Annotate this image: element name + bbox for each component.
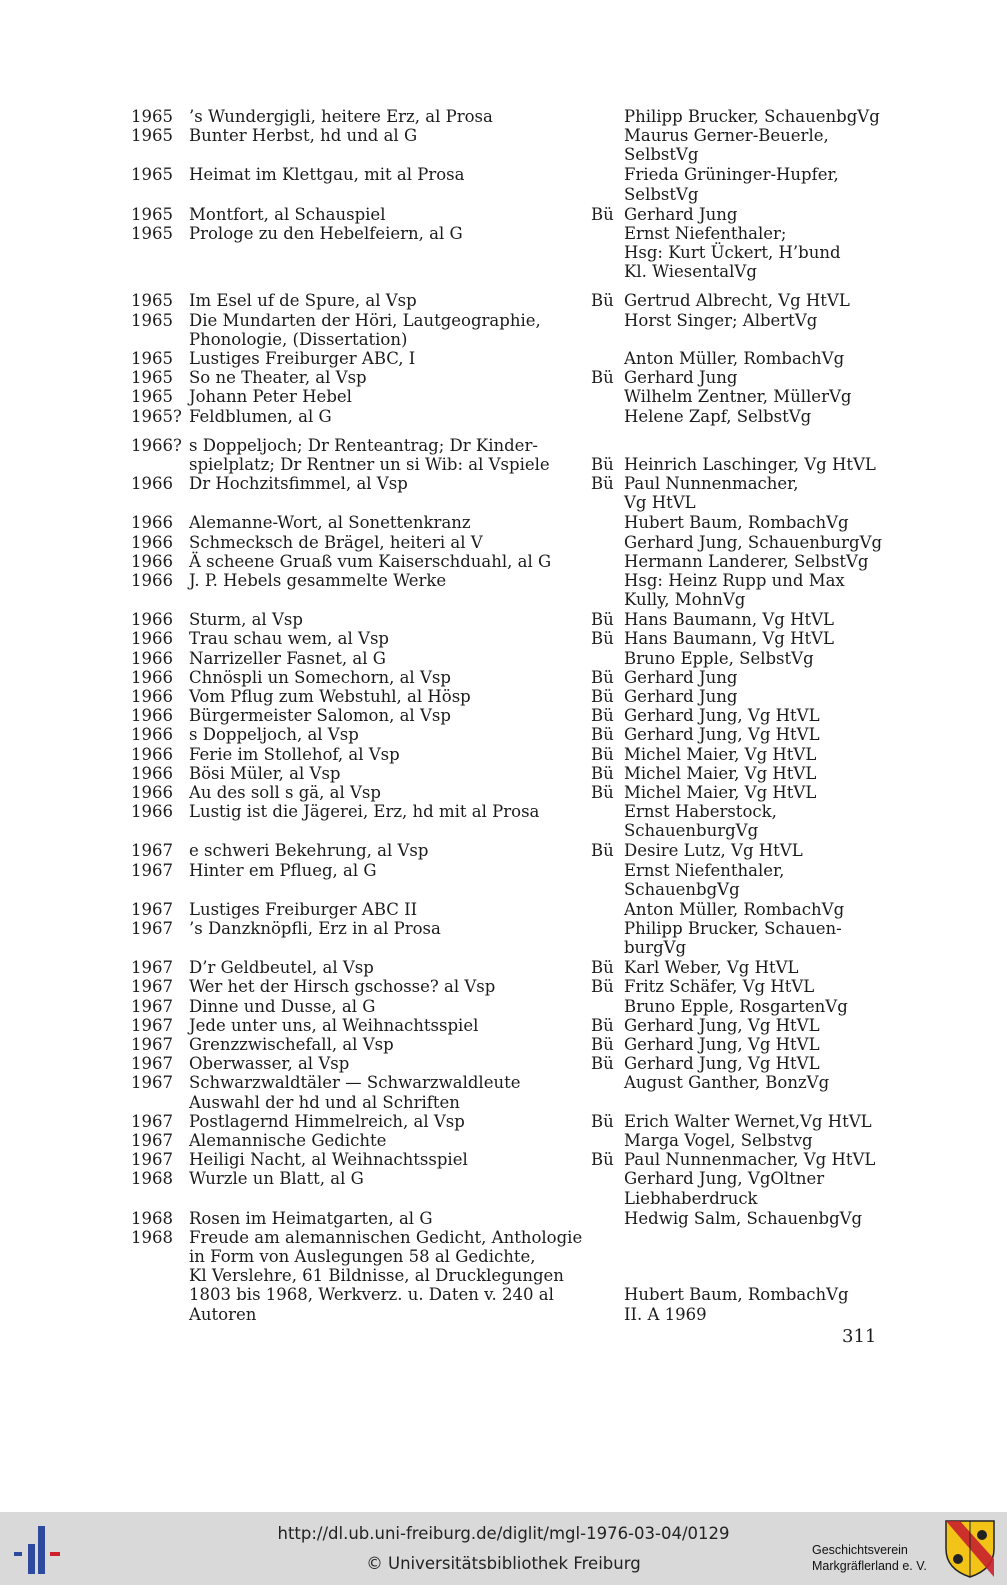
entry-buehne-mark: Bü: [591, 977, 614, 997]
entry-year: 1965: [131, 387, 173, 407]
entry-year: 1966: [131, 571, 173, 590]
entry-title: [189, 1169, 364, 1188]
entry-year: 1968: [131, 1227, 173, 1247]
entry-title-line: Kl Verslehre, 61 Bildnisse, al Drucklegungen: [189, 1266, 564, 1286]
entry-title-line: Im Esel uf de Spure, al Vsp: [189, 291, 417, 311]
entry-title-line: Ferie im Stollehof, al Vsp: [189, 744, 400, 764]
entry-author-line: Vg HtVL: [624, 493, 696, 513]
entry-author: [624, 1131, 813, 1150]
entry-author-line: Paul Nunnenmacher,: [624, 474, 799, 494]
entry-title-line: spielplatz; Dr Rentner un si Wib: al Vspiele: [189, 454, 550, 474]
entry-title-line: Wer het der Hirsch gschosse? al Vsp: [189, 977, 496, 997]
entry-title-line: Feldblumen, al G: [189, 406, 332, 426]
entry-year: 1966: [131, 629, 173, 649]
entry-author: [624, 1112, 872, 1131]
entry-author: [624, 802, 777, 840]
entry-title: [189, 668, 451, 687]
entry-year: 1965: [131, 126, 173, 146]
footer-url-link[interactable]: http://dl.ub.uni-freiburg.de/diglit/mgl-1976-03-04/0129: [277, 1524, 730, 1543]
entry-title: [189, 764, 340, 783]
entry-year: 1967: [131, 1150, 173, 1170]
entry-year: 1965: [131, 368, 173, 388]
entry-author: [624, 455, 876, 474]
entry-title: [189, 900, 417, 919]
entry-author-line: Heinrich Laschinger, Vg HtVL: [624, 454, 876, 474]
entry-title: [189, 474, 408, 493]
entry-year: 1967: [131, 899, 173, 919]
coat-of-arms-icon: [944, 1519, 996, 1579]
page-number: 311: [842, 1326, 877, 1347]
entry-title-line: Grenzzwischefall, al Vsp: [189, 1035, 394, 1054]
entry-author-line: Hubert Baum, RombachVg: [624, 1285, 849, 1305]
entry-title-line: Jede unter uns, al Weihnachtsspiel: [189, 1015, 479, 1035]
entry-author: [624, 687, 737, 706]
entry-author: [624, 861, 784, 899]
entry-author-line: Hermann Landerer, SelbstVg: [624, 551, 869, 571]
entry-year: 1965: [131, 223, 173, 243]
entry-title: [189, 958, 374, 977]
entry-author-line: Bruno Epple, RosgartenVg: [624, 996, 848, 1016]
entry-title-line: Alemanne-Wort, al Sonettenkranz: [189, 513, 471, 533]
entry-title-line: Au des soll s gä, al Vsp: [189, 783, 381, 802]
entry-buehne-mark: Bü: [591, 291, 614, 311]
entry-title: [189, 311, 541, 349]
entry-author: [624, 1073, 829, 1092]
entry-title-line: Phonologie, (Dissertation): [189, 329, 408, 349]
entry-year: 1966: [131, 532, 173, 552]
society-line-2: Markgräflerland e. V.: [812, 1559, 927, 1573]
entry-year: 1966: [131, 687, 173, 706]
entry-year: 1967: [131, 1035, 173, 1054]
entry-title: [189, 513, 471, 532]
entry-title-line: Wurzle un Blatt, al G: [189, 1169, 364, 1189]
entry-title-line: Dinne und Dusse, al G: [189, 996, 376, 1016]
entry-author-line: Philipp Brucker, Schauen-: [624, 919, 842, 938]
entry-author-line: Maurus Gerner-Beuerle,: [624, 126, 829, 146]
entry-title: [189, 1150, 468, 1169]
entry-author-line: Paul Nunnenmacher, Vg HtVL: [624, 1150, 876, 1170]
entry-author: [624, 841, 803, 860]
entry-author-line: Horst Singer; AlbertVg: [624, 310, 818, 330]
entry-title-line: ’s Danzknöpfli, Erz in al Prosa: [189, 919, 441, 938]
entry-year: 1967: [131, 860, 173, 880]
entry-author: [624, 224, 841, 282]
entry-author: [624, 764, 816, 783]
entry-author-line: Anton Müller, RombachVg: [624, 899, 845, 919]
entry-author-line: Helene Zapf, SelbstVg: [624, 406, 812, 426]
entry-title-line: Auswahl der hd und al Schriften: [189, 1092, 460, 1112]
entry-title-line: Lustig ist die Jägerei, Erz, hd mit al Prosa: [189, 802, 540, 822]
entry-buehne-mark: Bü: [591, 687, 614, 706]
entry-year: 1967: [131, 1073, 173, 1093]
entry-title-line: Schwarzwaldtäler — Schwarzwaldleute: [189, 1073, 521, 1093]
entry-year: 1967: [131, 1015, 173, 1035]
entry-author-line: Michel Maier, Vg HtVL: [624, 763, 817, 783]
entry-author-line: Frieda Grüninger-Hupfer,: [624, 165, 839, 185]
entry-title: [189, 407, 332, 426]
entry-title-line: e schweri Bekehrung, al Vsp: [189, 841, 429, 861]
footer-copyright: © Universitätsbibliothek Freiburg: [366, 1554, 641, 1573]
entry-title-line: Trau schau wem, al Vsp: [189, 629, 389, 649]
entry-author: [624, 783, 816, 802]
entry-title-line: Schmecksch de Brägel, heiteri al V: [189, 532, 483, 552]
entry-title: [189, 1131, 386, 1150]
entry-author-line: burgVg: [624, 938, 687, 958]
entry-title: [189, 368, 367, 387]
entry-author: [624, 474, 799, 512]
entry-author-line: Hsg: Heinz Rupp und Max: [624, 571, 845, 590]
entry-title: [189, 977, 495, 996]
entry-buehne-mark: Bü: [591, 841, 614, 861]
entry-author-line: [624, 1247, 849, 1266]
entry-year: 1967: [131, 1054, 173, 1074]
entry-buehne-mark: Bü: [591, 783, 614, 802]
entry-buehne-mark: Bü: [591, 368, 614, 388]
entry-year: 1966: [131, 474, 173, 494]
entry-title-line: Vom Pflug zum Webstuhl, al Hösp: [189, 687, 471, 706]
entry-author: [624, 126, 829, 164]
entry-year: 1968: [131, 1169, 173, 1189]
entry-year: 1967: [131, 919, 173, 938]
entry-buehne-mark: Bü: [591, 1150, 614, 1170]
society-name: [812, 1542, 927, 1574]
entry-author-line: Anton Müller, RombachVg: [624, 349, 845, 368]
entry-author: [624, 610, 834, 629]
entry-year: 1965: [131, 310, 173, 330]
entry-author-line: SchauenbgVg: [624, 879, 740, 899]
entry-title-line: Heiligi Nacht, al Weihnachtsspiel: [189, 1150, 468, 1170]
entry-title: [189, 165, 465, 184]
entry-year: 1966: [131, 763, 173, 783]
entry-author: [624, 407, 811, 426]
entry-year: 1966: [131, 551, 173, 571]
entry-author: [624, 706, 820, 725]
entry-title: [189, 387, 352, 406]
entry-author-line: SchauenburgVg: [624, 821, 759, 841]
entry-buehne-mark: Bü: [591, 1054, 614, 1074]
entry-year: 1966: [131, 648, 173, 668]
entry-title: [189, 861, 377, 880]
entry-title-line: Dr Hochzitsfimmel, al Vsp: [189, 474, 408, 494]
entry-title-line: ’s Wundergigli, heitere Erz, al Prosa: [189, 107, 493, 126]
entry-title-line: Bösi Müler, al Vsp: [189, 763, 341, 783]
entry-author-line: Gerhard Jung: [624, 204, 738, 224]
entry-buehne-mark: Bü: [591, 958, 614, 978]
entry-author-line: [624, 1228, 849, 1247]
entry-author-line: [624, 1266, 849, 1285]
entry-title-line: s Doppeljoch, al Vsp: [189, 725, 359, 745]
entry-author-line: Ernst Haberstock,: [624, 802, 777, 822]
entry-author: [624, 165, 839, 203]
entry-title: [189, 1016, 478, 1035]
entry-author: [624, 1169, 824, 1207]
entry-author: [624, 368, 737, 387]
entry-author: [624, 1209, 862, 1228]
entry-title-line: Lustiges Freiburger ABC, I: [189, 349, 416, 368]
entry-title: [189, 745, 400, 764]
entry-year: 1966: [131, 667, 173, 687]
entry-title: [189, 706, 451, 725]
entry-author: [624, 205, 737, 224]
entry-author: [624, 552, 868, 571]
entry-author-line: Gerhard Jung, VgOltner: [624, 1169, 825, 1189]
entry-title-line: Narrizeller Fasnet, al G: [189, 648, 386, 668]
entry-buehne-mark: Bü: [591, 1035, 614, 1054]
entry-buehne-mark: Bü: [591, 610, 614, 630]
entry-buehne-mark: Bü: [591, 667, 614, 687]
entry-author-line: Bruno Epple, SelbstVg: [624, 648, 814, 668]
entry-year: 1965: [131, 165, 173, 185]
entry-author: [624, 387, 851, 406]
entry-title: [189, 687, 471, 706]
entry-author: [624, 571, 845, 609]
entry-author-line: Gerhard Jung: [624, 368, 738, 388]
entry-buehne-mark: Bü: [591, 474, 614, 494]
entry-title: [189, 1073, 520, 1111]
entry-title: [189, 997, 375, 1016]
entry-title: [189, 725, 359, 744]
entry-author: [624, 900, 844, 919]
entry-title: [189, 1112, 465, 1131]
entry-title-line: Chnöspli un Somechorn, al Vsp: [189, 667, 451, 687]
entry-author-line: Gerhard Jung, Vg HtVL: [624, 706, 820, 726]
entry-title-line: Johann Peter Hebel: [189, 387, 352, 407]
entry-title: [189, 1228, 582, 1324]
entry-author: [624, 977, 814, 996]
entry-buehne-mark: Bü: [591, 763, 614, 783]
entry-title-line: Prologe zu den Hebelfeiern, al G: [189, 223, 463, 243]
entry-title: [189, 533, 483, 552]
entry-title-line: Bürgermeister Salomon, al Vsp: [189, 706, 451, 726]
entry-year: 1966: [131, 802, 173, 822]
entry-title-line: Oberwasser, al Vsp: [189, 1054, 350, 1074]
entry-author: [624, 1035, 820, 1054]
entry-title: [189, 1054, 349, 1073]
entry-year: 1966: [131, 706, 173, 726]
entry-title-line: in Form von Auslegungen 58 al Gedichte,: [189, 1246, 536, 1266]
entry-title-line: Heimat im Klettgau, mit al Prosa: [189, 165, 465, 185]
entry-title-line: s Doppeljoch; Dr Renteantrag; Dr Kinder-: [189, 435, 538, 455]
entry-year: 1967: [131, 1111, 173, 1131]
entry-buehne-mark: Bü: [591, 725, 614, 745]
entry-year: 1967: [131, 977, 173, 997]
entry-year: 1965: [131, 349, 173, 368]
footer-bar: [0, 1512, 1007, 1585]
entry-buehne-mark: Bü: [591, 1015, 614, 1035]
entry-title: [189, 571, 446, 590]
entry-title: [189, 205, 385, 224]
entry-author-line: Marga Vogel, Selbstvg: [624, 1131, 813, 1150]
entry-author-line: Hedwig Salm, SchauenbgVg: [624, 1208, 863, 1228]
entry-author: [624, 1228, 849, 1324]
entry-author-line: Gerhard Jung, Vg HtVL: [624, 1015, 820, 1035]
entry-author-line: Hans Baumann, Vg HtVL: [624, 610, 834, 630]
entry-title-line: 1803 bis 1968, Werkverz. u. Daten v. 240 al: [189, 1285, 554, 1305]
entry-author-line: Gerhard Jung, Vg HtVL: [624, 1035, 820, 1054]
entry-author: [624, 1150, 875, 1169]
entry-title: [189, 783, 381, 802]
entry-title: [189, 291, 417, 310]
entry-author-line: Liebhaberdruck: [624, 1188, 758, 1208]
entry-title: [189, 1209, 433, 1228]
entry-title: [189, 841, 428, 860]
entry-author-line: Fritz Schäfer, Vg HtVL: [624, 977, 815, 997]
entry-title: [189, 1035, 394, 1054]
entry-author: [624, 291, 850, 310]
entry-title-line: Lustiges Freiburger ABC II: [189, 899, 418, 919]
entry-year: 1966: [131, 744, 173, 764]
entry-title: [189, 919, 441, 938]
entry-author: [624, 1016, 820, 1035]
entry-year: 1966: [131, 783, 173, 802]
entry-title: [189, 802, 539, 821]
entry-buehne-mark: Bü: [591, 629, 614, 649]
entry-author-line: Michel Maier, Vg HtVL: [624, 783, 817, 802]
entry-title-line: Sturm, al Vsp: [189, 610, 303, 630]
society-line-1: Geschichtsverein: [812, 1543, 908, 1557]
entry-author-line: Gerhard Jung, Vg HtVL: [624, 725, 820, 745]
entry-author: [624, 668, 737, 687]
entry-title-line: Alemannische Gedichte: [189, 1131, 387, 1150]
entry-title: [189, 649, 386, 668]
entry-author-line: Ernst Niefenthaler,: [624, 860, 785, 880]
entry-title: [189, 610, 303, 629]
entry-author: [624, 311, 817, 330]
entry-title: [189, 126, 417, 145]
entry-year: 1967: [131, 1131, 173, 1150]
entry-title: [189, 552, 551, 571]
entry-year: 1965: [131, 107, 173, 126]
entry-author-line: Gerhard Jung: [624, 667, 738, 687]
entry-year: 1965: [131, 291, 173, 311]
entry-author: [624, 107, 880, 126]
entry-title: [189, 349, 415, 368]
entry-title: [189, 629, 389, 648]
entry-author-line: II. A 1969: [624, 1304, 707, 1324]
entry-author: [624, 513, 849, 532]
entry-buehne-mark: Bü: [591, 706, 614, 726]
entry-title-line: J. P. Hebels gesammelte Werke: [189, 571, 447, 590]
entry-author: [624, 745, 816, 764]
entry-title: [189, 436, 550, 474]
entry-year: 1967: [131, 996, 173, 1016]
entry-author-line: Karl Weber, Vg HtVL: [624, 958, 799, 978]
entry-author: [624, 629, 834, 648]
entry-year: 1967: [131, 958, 173, 978]
entry-author-line: SelbstVg: [624, 184, 699, 204]
entry-year: 1966?: [131, 435, 182, 455]
entry-author-line: Michel Maier, Vg HtVL: [624, 744, 817, 764]
entry-buehne-mark: Bü: [591, 454, 614, 474]
entry-author-line: Hsg: Kurt Ückert, H’bund: [624, 242, 841, 262]
entry-author-line: Gerhard Jung, SchauenburgVg: [624, 532, 883, 552]
entry-year: 1965: [131, 204, 173, 224]
entry-buehne-mark: Bü: [591, 1111, 614, 1131]
entry-title-line: D’r Geldbeutel, al Vsp: [189, 958, 374, 978]
entry-author: [624, 997, 848, 1016]
entry-year: 1966: [131, 610, 173, 630]
entry-year: 1966: [131, 725, 173, 745]
entry-title: [189, 224, 463, 243]
entry-title-line: Freude am alemannischen Gedicht, Anthologie: [189, 1227, 583, 1247]
entry-author: [624, 649, 814, 668]
entry-author-line: Hans Baumann, Vg HtVL: [624, 629, 834, 649]
entry-title-line: Autoren: [189, 1304, 257, 1324]
entry-author: [624, 349, 844, 368]
entry-title-line: Montfort, al Schauspiel: [189, 204, 386, 224]
entry-title-line: Ä scheene Gruaß vum Kaiserschduahl, al G: [189, 551, 552, 571]
entry-title-line: Rosen im Heimatgarten, al G: [189, 1208, 433, 1228]
entry-author: [624, 958, 798, 977]
entry-author-line: Kl. WiesentalVg: [624, 262, 757, 282]
entry-buehne-mark: Bü: [591, 204, 614, 224]
entry-author: [624, 533, 882, 552]
entry-author-line: Desire Lutz, Vg HtVL: [624, 841, 803, 861]
entry-author-line: Hubert Baum, RombachVg: [624, 513, 849, 533]
entry-author-line: Kully, MohnVg: [624, 590, 746, 610]
entry-title: [189, 107, 493, 126]
entry-year: 1966: [131, 513, 173, 533]
entry-author-line: Ernst Niefenthaler;: [624, 223, 787, 243]
entry-author-line: Gerhard Jung: [624, 687, 738, 706]
entry-title-line: Bunter Herbst, hd und al G: [189, 126, 418, 146]
entry-author-line: Gerhard Jung, Vg HtVL: [624, 1054, 820, 1074]
entry-author: [624, 1054, 820, 1073]
entry-author-line: August Ganther, BonzVg: [624, 1073, 830, 1093]
entry-year: 1968: [131, 1208, 173, 1228]
entry-author-line: Wilhelm Zentner, MüllerVg: [624, 387, 852, 407]
entry-title-line: So ne Theater, al Vsp: [189, 368, 367, 388]
entry-year: 1965?: [131, 406, 182, 426]
entry-buehne-mark: Bü: [591, 744, 614, 764]
entry-author-line: Philipp Brucker, SchauenbgVg: [624, 107, 880, 126]
entry-author: [624, 725, 820, 744]
entry-author-line: SelbstVg: [624, 145, 699, 165]
entry-author: [624, 919, 842, 957]
entry-title-line: Postlagernd Himmelreich, al Vsp: [189, 1111, 465, 1131]
entry-author-line: Erich Walter Wernet,Vg HtVL: [624, 1111, 872, 1131]
entry-title-line: Hinter em Pflueg, al G: [189, 860, 377, 880]
entry-author-line: Gertrud Albrecht, Vg HtVL: [624, 291, 850, 311]
entry-year: 1967: [131, 841, 173, 861]
entry-title-line: Die Mundarten der Höri, Lautgeographie,: [189, 310, 541, 330]
